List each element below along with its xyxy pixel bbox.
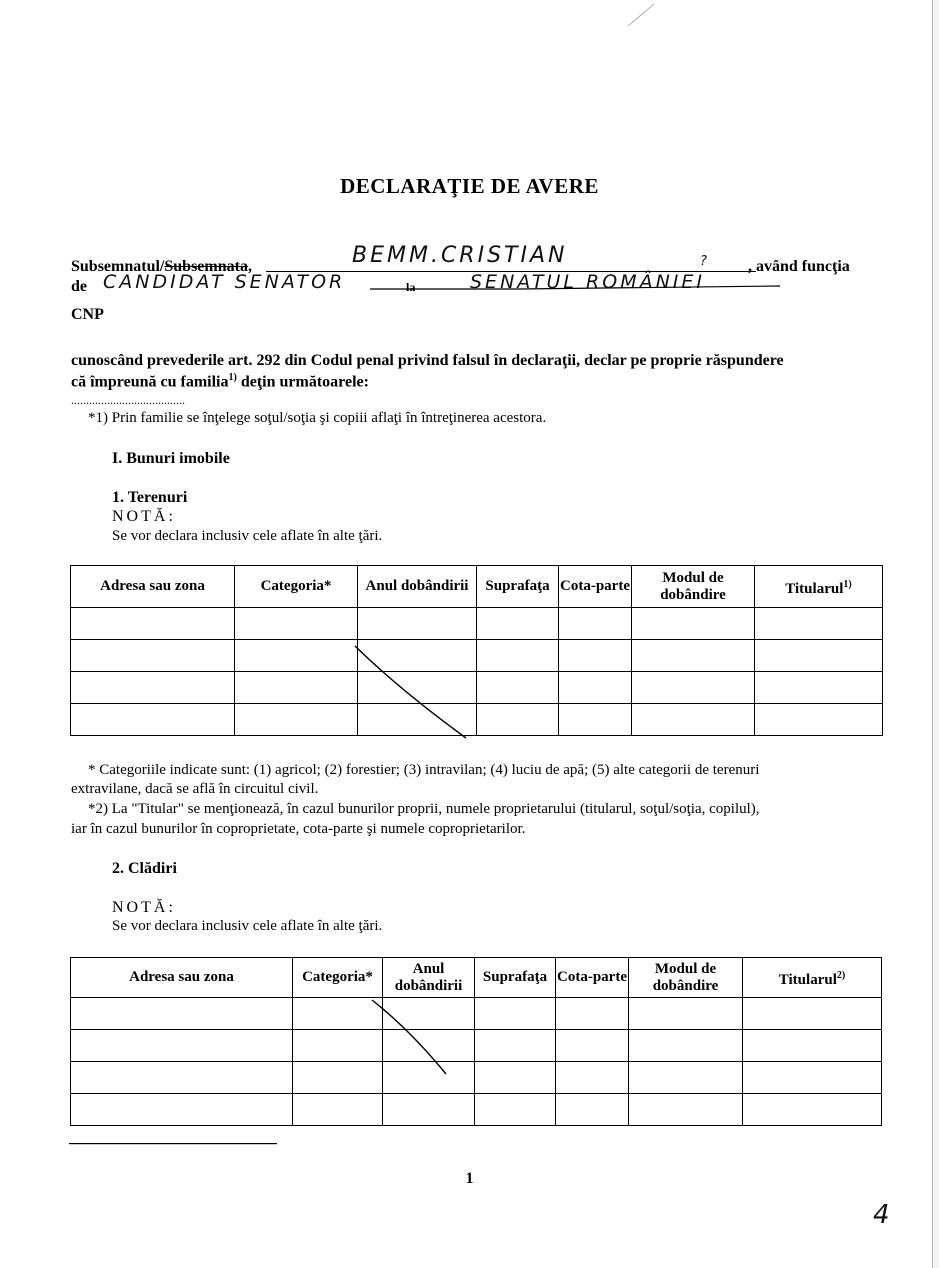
categories-note-line-2: extravilane, dacă se află în circuitul civil. xyxy=(71,781,319,797)
question-mark: ? xyxy=(700,254,710,269)
col-header-cota: Cota-parte xyxy=(559,566,632,608)
titular-note-line-2: iar în cazul bunurilor în coproprietate, cota-parte şi numele coproprietarilor. xyxy=(71,821,526,837)
col-header-titular: Titularul$^{1)}$ xyxy=(755,566,883,608)
la-label: la xyxy=(406,280,416,294)
subsemnatul-label: Subsemnatul/Subsemnata, xyxy=(71,258,252,275)
col-header-adresa: Adresa sau zona xyxy=(71,566,235,608)
col-header-modul: Modul de dobândire xyxy=(629,958,743,998)
role-strike-line xyxy=(370,286,780,289)
section-heading-imobile: I. Bunuri imobile xyxy=(112,450,230,467)
intro-line-2: că împreună cu familia$^{1)}$ deţin următoarele: xyxy=(71,372,369,391)
col-header-categoria: Categoria* xyxy=(293,958,383,998)
col-header-adresa: Adresa sau zona xyxy=(71,958,293,998)
col-header-cota: Cota-parte xyxy=(556,958,629,998)
col-header-anul: Anul dobândirii xyxy=(383,958,475,998)
scan-mark xyxy=(628,4,654,26)
col-header-modul: Modul de dobândire xyxy=(632,566,755,608)
corner-handwritten-mark: 4 xyxy=(873,1200,890,1230)
page-title: DECLARAŢIE DE AVERE xyxy=(340,174,599,198)
institution-handwritten: SENATUL ROMÂNIEI xyxy=(470,271,706,293)
de-label: de xyxy=(71,278,87,295)
cladiri-cross-out-stroke xyxy=(372,1000,446,1074)
nota-label-cladiri: NOTĂ: xyxy=(112,899,176,916)
terenuri-cross-out-stroke xyxy=(355,646,466,738)
categories-note-line-1: * Categoriile indicate sunt: (1) agricol; (2) forestier; (3) intravilan; (4) luciu de apă; (5) alte categorii de terenuri xyxy=(88,762,760,778)
footnote-rule xyxy=(69,1143,277,1144)
family-footnote: *1) Prin familie se înţelege soţul/soţia şi copiii aflaţi în întreţinerea acestora. xyxy=(88,410,547,426)
titular-note-line-1: *2) La "Titular" se menţionează, în cazul bunurilor proprii, numele proprietarului (titularul, soţul/soţia, copilul), xyxy=(88,801,760,817)
col-header-categoria: Categoria* xyxy=(235,566,358,608)
cnp-label: CNP xyxy=(71,306,104,323)
col-header-suprafata: Suprafaţa xyxy=(475,958,556,998)
subsemnata-struck: Subsemnata xyxy=(164,258,248,275)
col-header-titular: Titularul$^{2)}$ xyxy=(743,958,882,998)
col-header-anul: Anul dobândirii xyxy=(358,566,477,608)
subsection-cladiri: 2. Clădiri xyxy=(112,860,177,877)
nota-text-cladiri: Se vor declara inclusiv cele aflate în alte ţări. xyxy=(112,918,383,934)
dotted-separator: ...................................... xyxy=(71,393,185,407)
role-handwritten: CANDIDAT SENATOR xyxy=(103,271,346,293)
col-header-suprafata: Suprafaţa xyxy=(477,566,559,608)
subsection-terenuri: 1. Terenuri xyxy=(112,489,188,506)
nota-label-terenuri: NOTĂ: xyxy=(112,508,176,525)
page-number: 1 xyxy=(465,1170,474,1187)
intro-line-1: cunoscând prevederile art. 292 din Codul penal privind falsul în declaraţii, declar pe proprie răspundere xyxy=(71,352,784,369)
declarant-name: BEMM.CRISTIAN xyxy=(352,243,568,268)
nota-text-terenuri: Se vor declara inclusiv cele aflate în alte ţări. xyxy=(112,528,383,544)
functia-label: , având funcţia xyxy=(748,258,850,275)
